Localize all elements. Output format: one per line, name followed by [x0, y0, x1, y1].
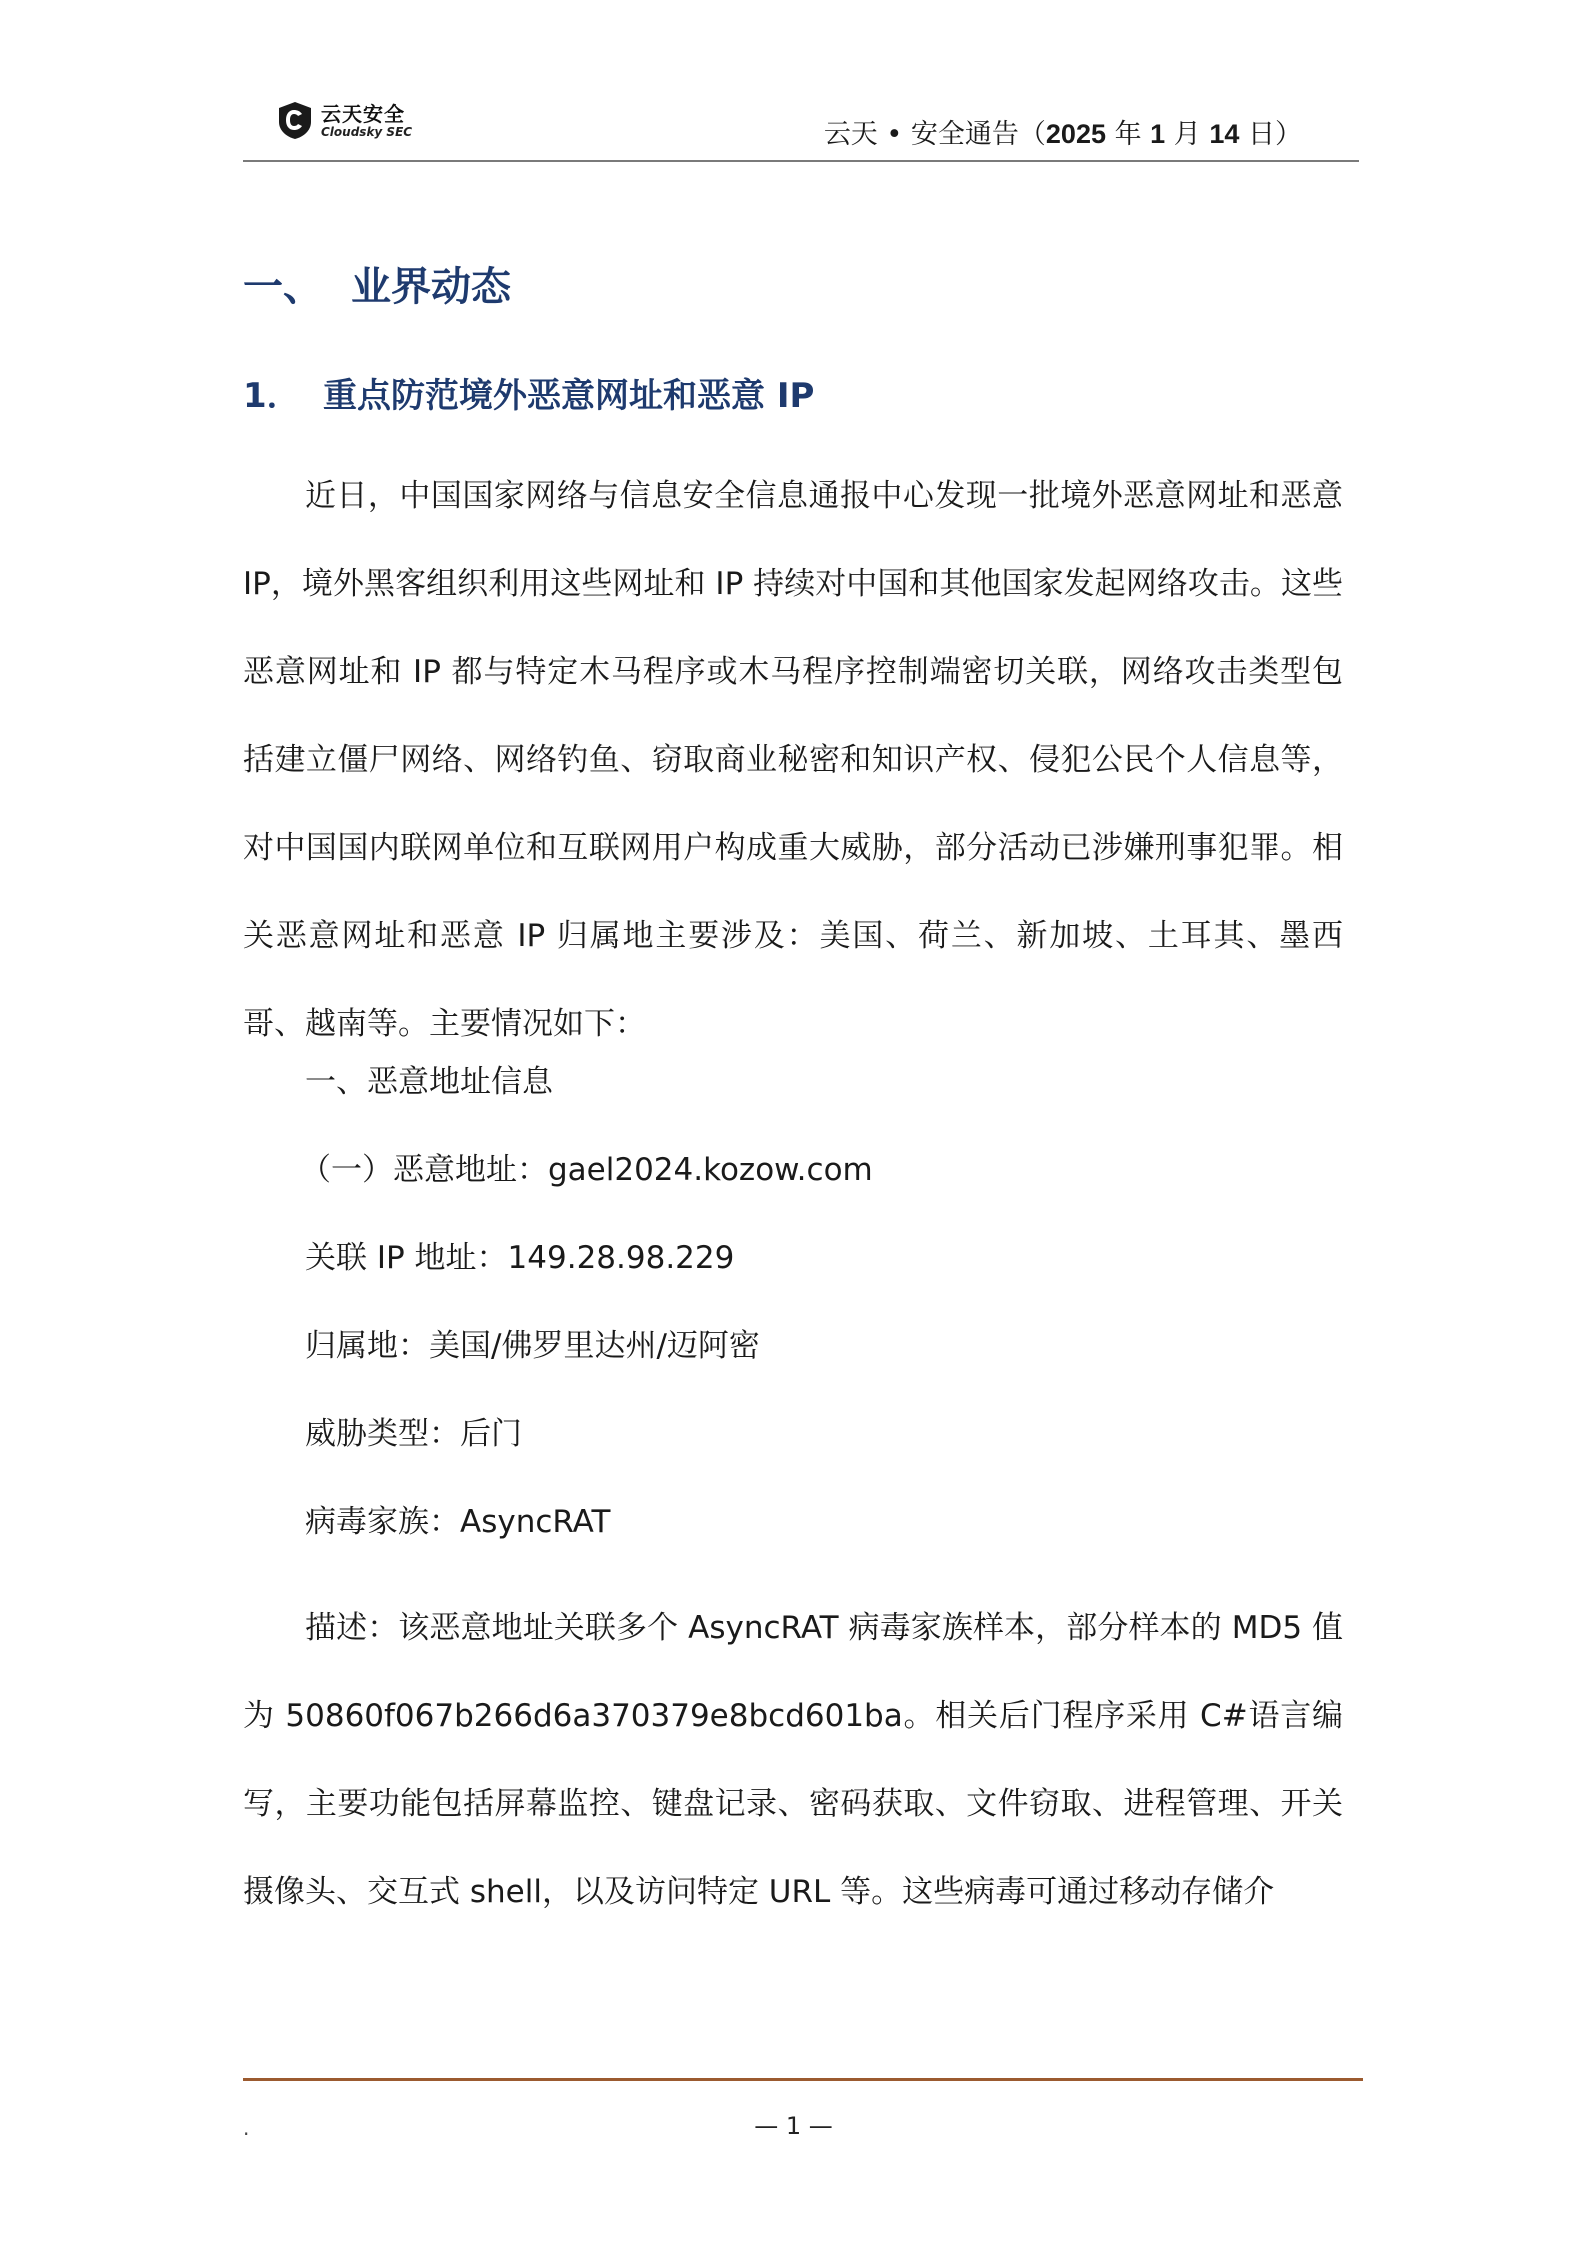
section-title: 业界动态: [351, 264, 511, 310]
header-year-unit: 年: [1105, 119, 1151, 150]
threat-type: 威胁类型：后门: [305, 1416, 522, 1452]
related-ip: 关联 IP 地址：149.28.98.229: [305, 1240, 735, 1276]
malicious-address: （一）恶意地址：gael2024.kozow.com: [300, 1152, 873, 1188]
header-month: 1: [1150, 119, 1166, 149]
footer-divider: [243, 2078, 1363, 2081]
intro-paragraph-block: [243, 452, 1343, 1068]
location: 归属地：美国/佛罗里达州/迈阿密: [305, 1328, 760, 1364]
logo-chinese-text: 云天安全: [321, 102, 405, 126]
intro-paragraph: 近日，中国国家网络与信息安全信息通报中心发现一批境外恶意网址和恶意 IP，境外黑客组织利用这些网址和 IP 持续对中国和其他国家发起网络攻击。这些恶意网址和 IP 都与特定木马程序或木马程序控制端密切关联，网络攻击类型包括建立僵尸网络、网络钓鱼、窃取商业秘密和知识产权、侵犯公民个人信息等，对中国国内联网单位和互联网用户构成重大威胁，部分活动已涉嫌刑事犯罪。相关恶意网址和恶意 IP 归属地主要涉及：美国、荷兰、新加坡、土耳其、墨西哥、越南等。主要情况如下：: [243, 478, 1343, 1042]
bulletin-header-title: [824, 112, 1302, 151]
virus-family: 病毒家族：AsyncRAT: [305, 1504, 611, 1540]
header-month-unit: 月: [1165, 119, 1210, 150]
header-year: 2025: [1045, 119, 1106, 149]
description-block: [243, 1584, 1343, 1936]
malicious-address-heading: 一、恶意地址信息: [305, 1064, 553, 1100]
header-day: 14: [1209, 119, 1240, 149]
subsection-heading: [243, 368, 814, 417]
section-heading: [243, 255, 511, 312]
header-divider: [243, 160, 1359, 162]
header-title-prefix: 云天 • 安全通告（: [823, 119, 1046, 150]
header-day-unit: 日）: [1239, 119, 1302, 150]
logo-english-text: Cloudsky SEC: [321, 125, 413, 139]
subsection-number: 1．: [243, 376, 301, 416]
footer-dot: .: [243, 2116, 250, 2140]
shield-logo-icon: [275, 100, 315, 140]
page-number: — 1 —: [754, 2112, 833, 2140]
subsection-title: 重点防范境外恶意网址和恶意 IP: [323, 376, 815, 416]
section-number: 一、: [243, 264, 323, 310]
description-paragraph: 描述：该恶意地址关联多个 AsyncRAT 病毒家族样本，部分样本的 MD5 值为 50860f067b266d6a370379e8bcd601ba。相关后门程序采用 C#语言编写，主要功能包括屏幕监控、键盘记录、密码获取、文件窃取、进程管理、开关摄像头、交互式 shell，以及访问特定 URL 等。这些病毒可通过移动存储介: [243, 1610, 1343, 1910]
cloudsky-logo: [275, 98, 445, 144]
